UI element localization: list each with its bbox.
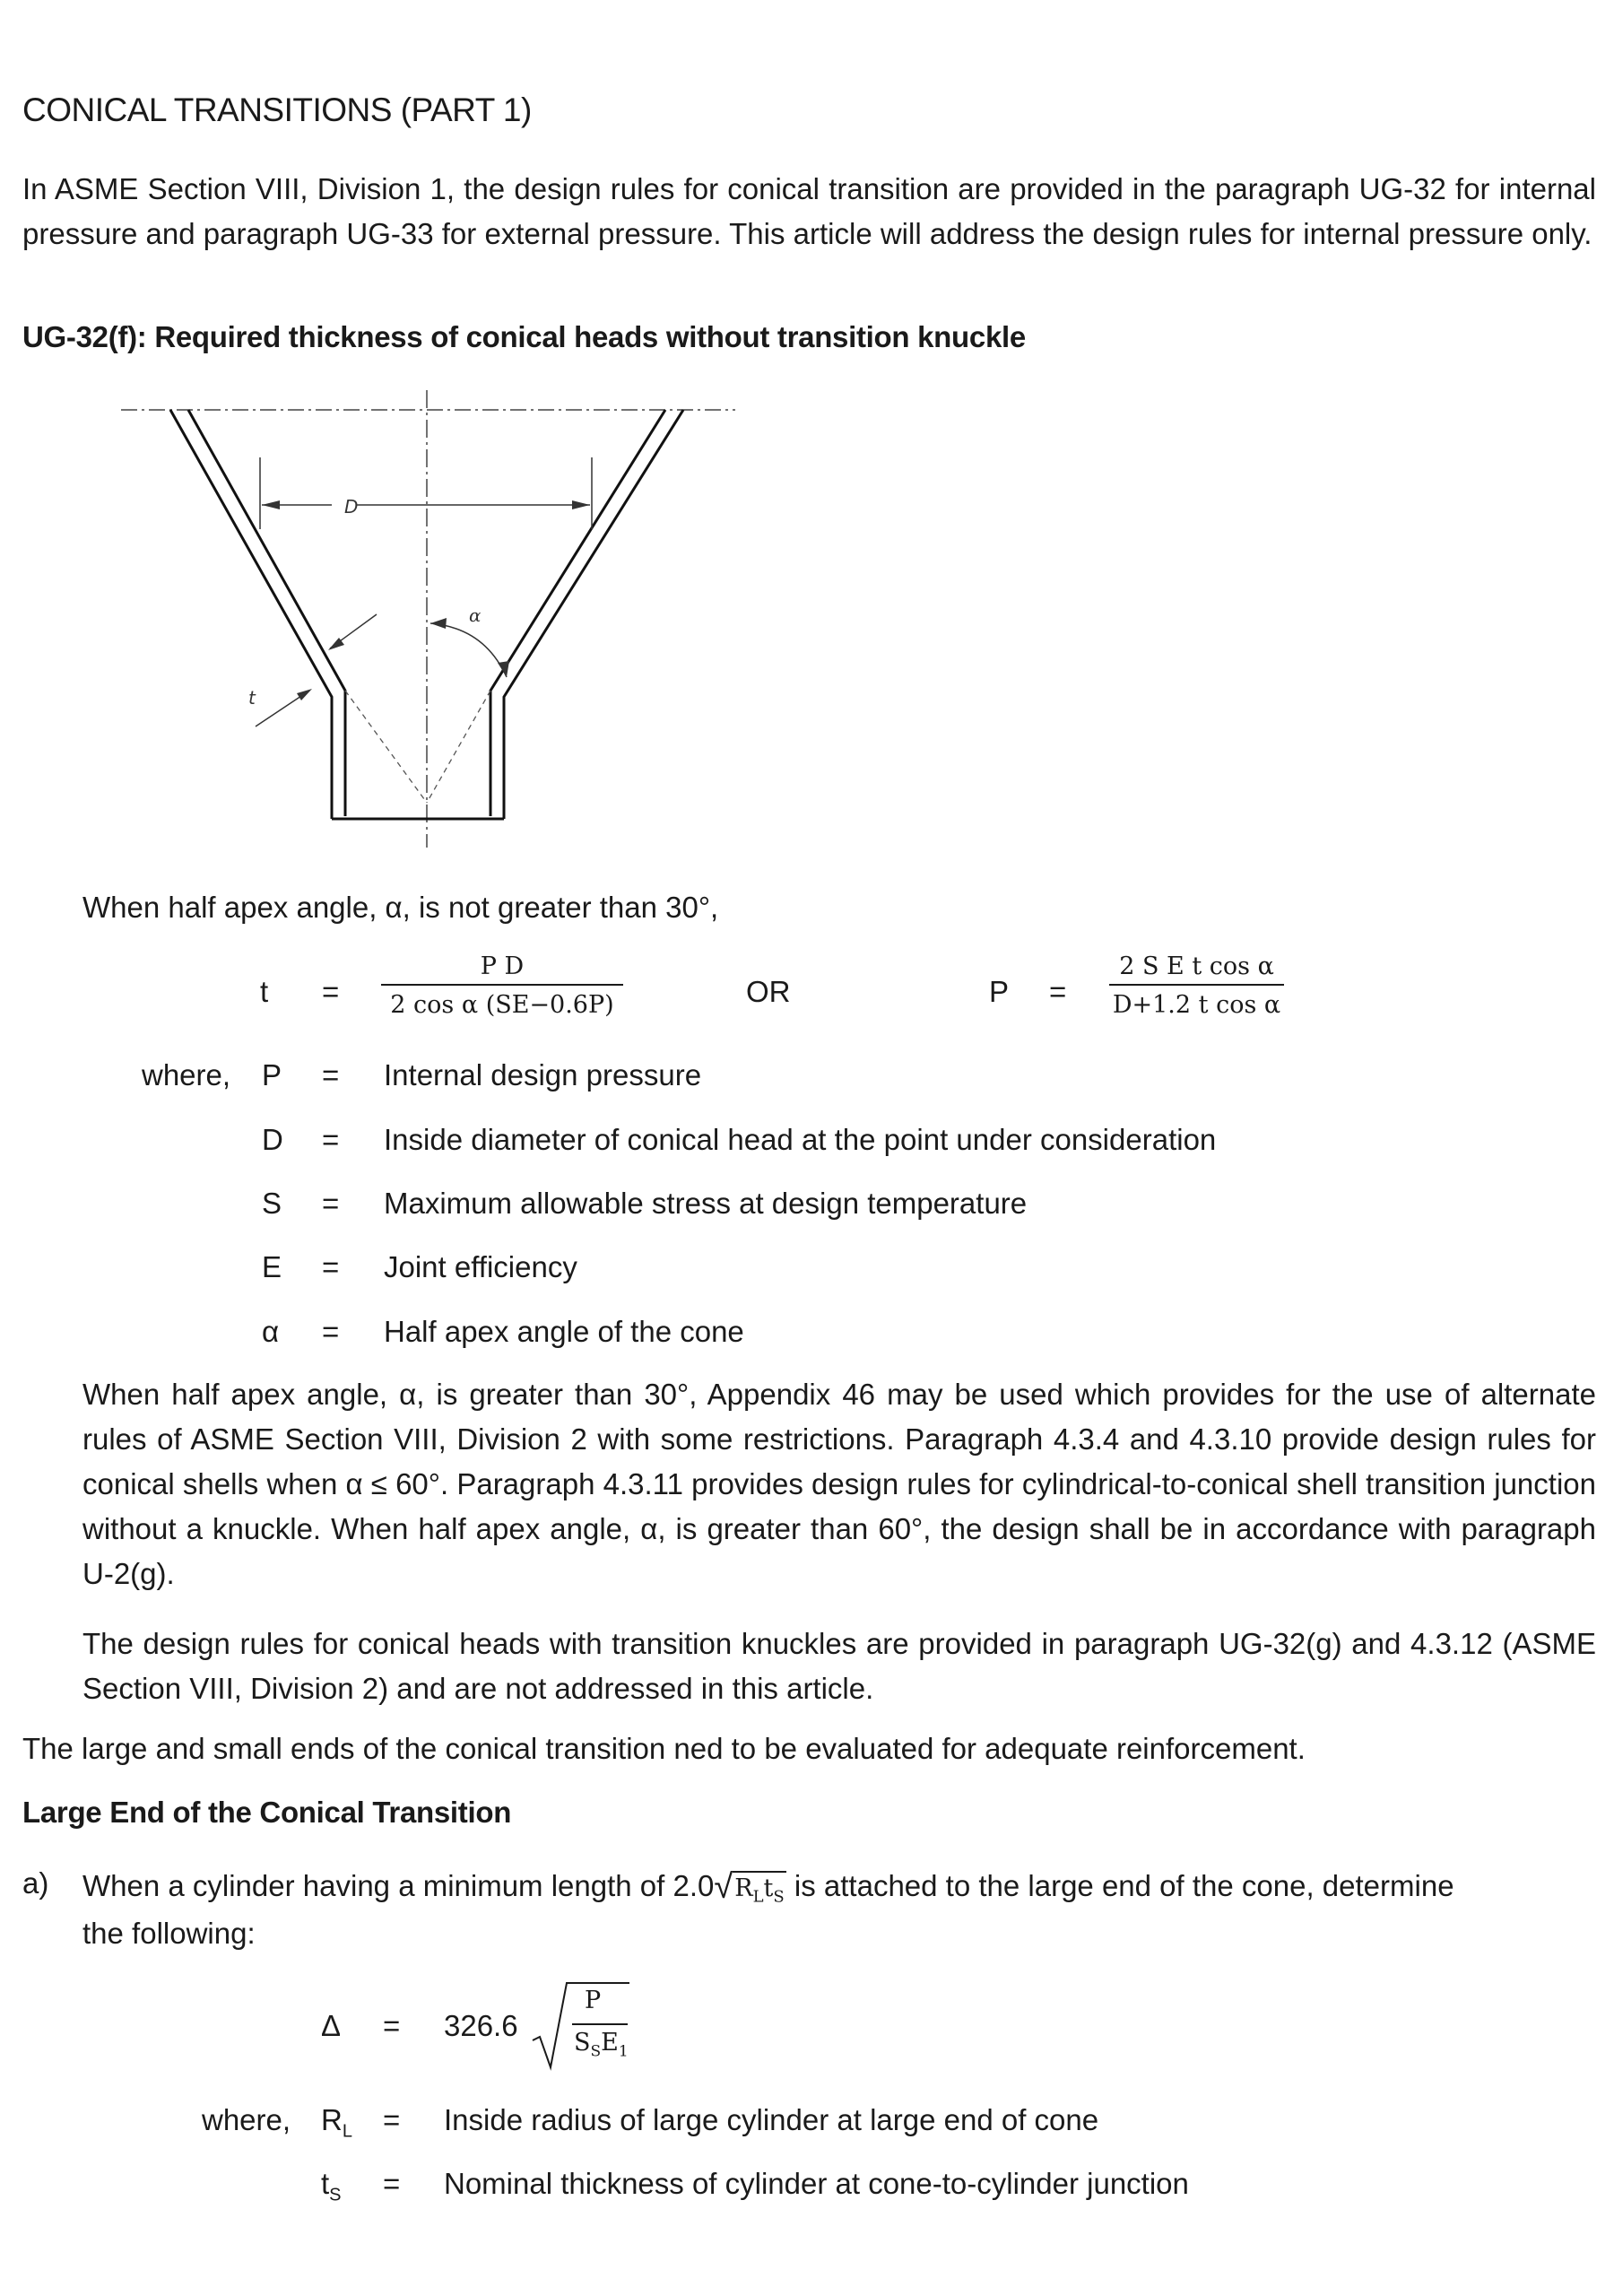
delta-lhs: Δ — [321, 2009, 342, 2042]
alpha-label: α — [469, 604, 482, 626]
conical-head-diagram — [108, 381, 753, 857]
sqrt-radicand: $R_Lt_S$ — [733, 1871, 786, 1913]
def-eq-p: = — [322, 1058, 340, 1091]
d-label: D — [344, 496, 359, 517]
reinforcement-sentence: The large and small ends of the conical transition ned to be evaluated for adequate reinforcement. — [22, 1732, 1306, 1765]
def-sym-d: D — [262, 1123, 283, 1156]
condition-30: When half apex angle, α, is not greater than 30°, — [82, 891, 719, 924]
page-title: CONICAL TRANSITIONS (PART 1) — [22, 91, 532, 128]
formula-p-denominator: D+1.2 t cos α — [1112, 991, 1281, 1019]
def2-sym-ts: $t_S$ — [321, 2167, 342, 2205]
def-desc-s: Maximum allowable stress at design temperature — [384, 1187, 1028, 1220]
formula-t-lhs: t — [260, 975, 269, 1008]
knuckle-paragraph: The design rules for conical heads with transition knuckles are provided in paragraph UG-32(g) and 4.3.12 (ASME Section VIII, Division 2) and are not addressed in this article. — [82, 1627, 1596, 1705]
intro-paragraph: In ASME Section VIII, Division 1, the design rules for conical transition are provided in the paragraph UG-32 for internal pressure and paragraph UG-33 for external pressure. This article will address the design rules for internal pressure only. — [22, 172, 1596, 250]
formula-t-denominator: 2 cos α (SE−0.6P) — [390, 991, 614, 1019]
item-a-text-after: is attached to the large end of the cone, determine — [785, 1869, 1454, 1902]
def-sym-s: S — [262, 1187, 282, 1220]
appendix46-paragraph: When half apex angle, α, is greater than 30°, Appendix 46 may be used which provides for the use of alternate rules of ASME Section VIII, Division 2 with some restrictions. Paragraph 4.3.4 and 4.3.10 provide design rules for conical shells when α ≤ 60°. Paragraph 4.3.11 provides design rules for cylindrical-to-conical shell transition junction without a knuckle. When half apex angle, α, is greater than 60°, the design shall be in accordance with paragraph U-2(g). — [82, 1378, 1596, 1590]
item-a-line2: the following: — [82, 1917, 256, 1950]
formula-p-lhs: P — [989, 975, 1010, 1008]
delta-numerator: P — [585, 1987, 602, 2014]
def-eq-d: = — [322, 1123, 340, 1156]
item-a-line1 — [82, 1866, 1454, 1913]
item-a-marker: a) — [22, 1866, 49, 1900]
delta-eq: = — [383, 2009, 401, 2042]
alpha-arrow-top — [430, 618, 447, 629]
formula-p-fraction — [1109, 952, 1284, 1019]
def-eq-alpha: = — [322, 1315, 340, 1348]
section-heading: UG-32(f): Required thickness of conical heads without transition knuckle — [22, 320, 1026, 353]
item-a-text-before: When a cylinder having a minimum length of 2.0 — [82, 1869, 715, 1902]
def-sym-e: E — [262, 1250, 282, 1283]
def-desc-d: Inside diameter of conical head at the point under consideration — [384, 1123, 1217, 1156]
or-label: OR — [746, 975, 791, 1008]
formula-p-numerator: 2 S E t cos α — [1119, 952, 1274, 980]
def-eq-e: = — [322, 1250, 340, 1283]
apex-right-dashed — [427, 691, 490, 803]
d-arrow-left — [262, 500, 280, 509]
where-label-2: where, — [202, 2103, 291, 2136]
sqrt-sign: √ — [714, 1868, 733, 1906]
t-arrow-lower-head — [297, 689, 312, 700]
def2-desc-ts: Nominal thickness of cylinder at cone-to-cylinder junction — [444, 2167, 1189, 2200]
left-cone-outer — [170, 410, 332, 819]
def2-sym-rl: $R_L$ — [321, 2103, 352, 2142]
def-desc-p: Internal design pressure — [384, 1058, 702, 1091]
t-label: t — [248, 687, 256, 709]
def-sym-p: P — [262, 1058, 282, 1091]
alpha-arc — [430, 623, 507, 677]
formula-t-numerator: P D — [480, 952, 525, 980]
formula-p-eq: = — [1049, 975, 1067, 1008]
large-end-heading: Large End of the Conical Transition — [22, 1796, 512, 1829]
def-sym-alpha: α — [262, 1315, 280, 1348]
def2-eq-rl: = — [383, 2103, 401, 2136]
formula-t-eq: = — [322, 975, 340, 1008]
left-cone-inner — [188, 410, 345, 816]
delta-denominator: $S_SE_1$ — [574, 2029, 629, 2061]
right-cone-inner — [490, 410, 665, 816]
def-desc-e: Joint efficiency — [384, 1250, 577, 1283]
right-cone-outer — [504, 410, 683, 819]
d-arrow-right — [572, 500, 590, 509]
apex-left-dashed — [345, 691, 427, 803]
def2-desc-rl: Inside radius of large cylinder at large end of cone — [444, 2103, 1099, 2136]
def2-eq-ts: = — [383, 2167, 401, 2200]
item-a-sqrt — [714, 1866, 785, 1913]
def-eq-s: = — [322, 1187, 340, 1220]
delta-radical — [529, 1978, 637, 2076]
where-label: where, — [142, 1058, 231, 1091]
formula-t-fraction — [381, 952, 623, 1019]
def-desc-alpha: Half apex angle of the cone — [384, 1315, 744, 1348]
delta-coef: 326.6 — [444, 2009, 518, 2042]
